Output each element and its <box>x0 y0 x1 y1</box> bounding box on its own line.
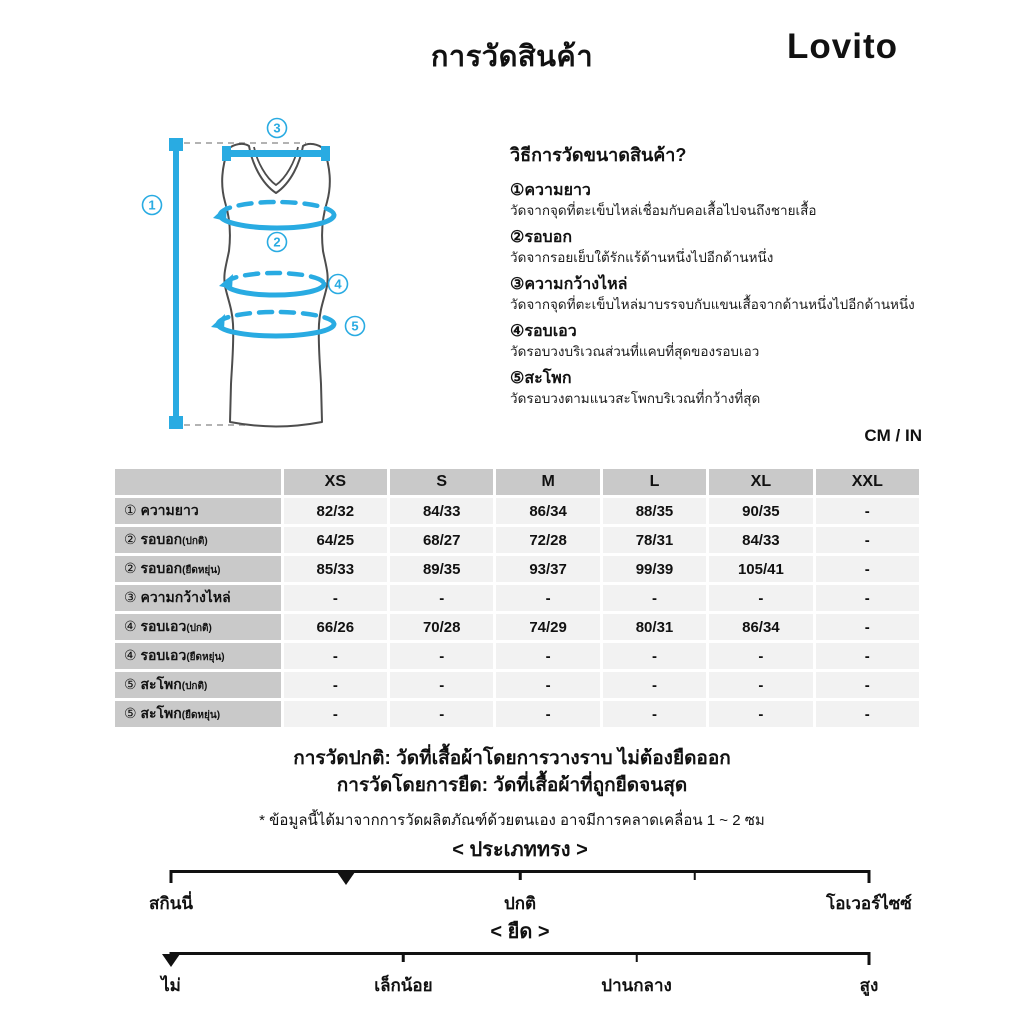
measurement-value-cell: 88/35 <box>603 498 706 524</box>
guide-item-heading: ②รอบอก <box>510 229 572 246</box>
measurement-value-cell: - <box>816 527 919 553</box>
measurement-value-cell: - <box>603 672 706 698</box>
measurement-value-cell: - <box>603 643 706 669</box>
measurement-row-label: ② รอบอก(ยืดหยุ่น) <box>115 556 281 582</box>
scale-tick <box>402 952 405 962</box>
badge-1-icon <box>143 196 162 215</box>
size-column-header: L <box>603 469 706 495</box>
measurement-value-cell: 90/35 <box>709 498 812 524</box>
row-number-icon: ⑤ <box>124 705 137 721</box>
dress-outline <box>222 144 330 427</box>
fit-type-scale <box>149 833 912 914</box>
guide-item-heading: ⑤สะโพก <box>510 370 572 387</box>
measurement-value-cell: 86/34 <box>496 498 599 524</box>
measurement-value-cell: - <box>284 643 387 669</box>
measurement-value-cell: - <box>496 585 599 611</box>
measurement-value-cell: - <box>709 643 812 669</box>
note-disclaimer: * ข้อมูลนี้ได้มาจากการวัดผลิตภัณฑ์ด้วยตนเอง อาจมีการคลาดเคลื่อน 1 ~ 2 ซม <box>259 812 765 829</box>
measurement-value-cell: 82/32 <box>284 498 387 524</box>
note-stretch-measure: การวัดโดยการยืด: วัดที่เสื้อผ้าที่ถูกยืดจนสุด <box>336 775 688 796</box>
measurement-row-label: ② รอบอก(ปกติ) <box>115 527 281 553</box>
table-row <box>115 672 919 698</box>
row-label-suffix: (ยืดหยุ่น) <box>186 652 225 663</box>
measure-guide <box>510 140 928 408</box>
row-number-icon: ④ <box>124 618 137 634</box>
measurement-row-label: ① ความยาว <box>115 498 281 524</box>
badge-2-label: 2 <box>273 234 281 250</box>
measurement-row-label: ④ รอบเอว(ยืดหยุ่น) <box>115 643 281 669</box>
measurement-value-cell: 86/34 <box>709 614 812 640</box>
measurement-value-cell: - <box>390 585 493 611</box>
guide-item-desc: วัดรอบวงบริเวณส่วนที่แคบที่สุดของรอบเอว <box>510 344 760 359</box>
size-column-header: XXL <box>816 469 919 495</box>
measurement-value-cell: 72/28 <box>496 527 599 553</box>
table-row <box>115 585 919 611</box>
measurement-value-cell: - <box>390 643 493 669</box>
measurement-value-cell: 105/41 <box>709 556 812 582</box>
row-number-icon: ② <box>124 531 137 547</box>
measurement-value-cell: - <box>816 643 919 669</box>
size-column-header: M <box>496 469 599 495</box>
measurement-value-cell: - <box>496 701 599 727</box>
measurement-value-cell: 80/31 <box>603 614 706 640</box>
measurement-value-cell: 99/39 <box>603 556 706 582</box>
measurement-value-cell: - <box>709 672 812 698</box>
table-row <box>115 701 919 727</box>
table-row <box>115 556 919 582</box>
measurement-value-cell: 66/26 <box>284 614 387 640</box>
units-label: CM / IN <box>864 426 922 445</box>
measurement-value-cell: - <box>709 701 812 727</box>
measurement-row-label: ⑤ สะโพก(ยืดหยุ่น) <box>115 701 281 727</box>
measurement-value-cell: - <box>603 585 706 611</box>
measurement-row-label: ⑤ สะโพก(ปกติ) <box>115 672 281 698</box>
scale-marker-icon <box>162 954 180 967</box>
size-column-header: S <box>390 469 493 495</box>
row-label-suffix: (ปกติ) <box>181 681 208 692</box>
row-label-suffix: (ยืดหยุ่น) <box>182 565 221 576</box>
scale-label: ปานกลาง <box>601 976 672 995</box>
guide-item-heading: ④รอบเอว <box>510 323 577 340</box>
measure-notes <box>0 745 1024 832</box>
badge-5-icon <box>346 317 365 336</box>
measurement-value-cell: - <box>816 556 919 582</box>
guide-item-heading: ①ความยาว <box>510 182 591 199</box>
table-corner-cell <box>115 469 281 495</box>
measurement-value-cell: - <box>496 672 599 698</box>
fit-type-scale-labels <box>149 890 912 914</box>
stretch-scale <box>150 915 890 996</box>
scale-tick <box>635 952 638 962</box>
scale-tick <box>868 870 871 883</box>
scale-tick <box>868 952 871 965</box>
row-label-suffix: (ยืดหยุ่น) <box>181 710 221 721</box>
badge-3-icon <box>268 119 287 138</box>
length-measure-bar <box>169 138 183 429</box>
guide-title: วิธีการวัดขนาดสินค้า? <box>510 145 687 165</box>
scale-marker-icon <box>337 872 355 885</box>
row-number-icon: ② <box>124 560 137 576</box>
scale-label: ไม่ <box>161 976 181 995</box>
guide-item-desc: วัดจากจุดที่ตะเข็บไหล่เชื่อมกับคอเสื้อไปจนถึงชายเสื้อ <box>510 203 817 218</box>
measurement-value-cell: - <box>603 701 706 727</box>
measurement-value-cell: - <box>496 643 599 669</box>
measurement-value-cell: - <box>390 672 493 698</box>
badge-5-label: 5 <box>351 318 359 334</box>
row-label-suffix: (ปกติ) <box>186 623 212 634</box>
measurement-value-cell: - <box>284 585 387 611</box>
scale-line <box>171 952 869 955</box>
fit-type-scale-ruler <box>171 870 869 886</box>
guide-item-desc: วัดจากจุดที่ตะเข็บไหล่มาบรรจบกับแขนเสื้อจากด้านหนึ่งไปอีกด้านหนึ่ง <box>510 297 915 312</box>
guide-item-heading: ③ความกว้างไหล่ <box>510 276 628 293</box>
row-number-icon: ⑤ <box>124 676 137 692</box>
guide-items <box>510 180 928 408</box>
fit-type-scale-title: < ประเภททรง > <box>452 839 588 861</box>
measurement-value-cell: - <box>816 585 919 611</box>
badge-1-label: 1 <box>148 197 156 213</box>
measurement-value-cell: 70/28 <box>390 614 493 640</box>
measurement-value-cell: - <box>284 701 387 727</box>
measurement-value-cell: 68/27 <box>390 527 493 553</box>
table-row <box>115 498 919 524</box>
measurement-value-cell: 74/29 <box>496 614 599 640</box>
measurement-value-cell: - <box>709 585 812 611</box>
measurement-value-cell: - <box>816 701 919 727</box>
measurement-value-cell: 84/33 <box>709 527 812 553</box>
row-label-suffix: (ปกติ) <box>182 536 208 547</box>
stretch-scale-title: < ยืด > <box>490 921 550 943</box>
scale-label: สูง <box>859 976 879 995</box>
badge-4-label: 4 <box>334 276 342 292</box>
scale-tick <box>170 870 173 883</box>
measurement-value-cell: - <box>816 498 919 524</box>
measurement-value-cell: 89/35 <box>390 556 493 582</box>
size-column-header: XL <box>709 469 812 495</box>
size-table <box>112 466 922 730</box>
table-row <box>115 614 919 640</box>
measurement-value-cell: - <box>816 672 919 698</box>
measurement-row-label: ③ ความกว้างไหล่ <box>115 585 281 611</box>
scale-label: สกินนี่ <box>149 894 193 913</box>
row-number-icon: ① <box>124 502 137 518</box>
stretch-scale-ruler <box>171 952 869 968</box>
dress-measurement-diagram-icon <box>130 105 420 450</box>
measurement-value-cell: 64/25 <box>284 527 387 553</box>
note-flat-measure: การวัดปกติ: วัดที่เสื้อผ้าโดยการวางราบ ไม่ต้องยืดออก <box>293 748 731 769</box>
measurement-row-label: ④ รอบเอว(ปกติ) <box>115 614 281 640</box>
scale-tick <box>693 870 696 880</box>
measurement-value-cell: 93/37 <box>496 556 599 582</box>
measurement-value-cell: - <box>284 672 387 698</box>
scale-label: โอเวอร์ไซซ์ <box>826 894 912 913</box>
row-number-icon: ④ <box>124 647 137 663</box>
badge-4-icon <box>329 275 348 294</box>
table-row <box>115 643 919 669</box>
lovito-logo: Lovito <box>787 27 898 66</box>
page-title: การวัดสินค้า <box>430 41 594 73</box>
stretch-scale-labels <box>161 972 879 996</box>
badge-2-icon <box>268 233 287 252</box>
badge-3-label: 3 <box>273 120 281 136</box>
measurement-value-cell: 78/31 <box>603 527 706 553</box>
scale-label: เล็กน้อย <box>374 976 433 995</box>
guide-item-desc: วัดจากรอยเย็บใต้รักแร้ด้านหนึ่งไปอีกด้านหนึ่ง <box>510 250 774 265</box>
measurement-value-cell: - <box>816 614 919 640</box>
table-row <box>115 527 919 553</box>
measurement-value-cell: 84/33 <box>390 498 493 524</box>
measurement-value-cell: 85/33 <box>284 556 387 582</box>
size-column-header: XS <box>284 469 387 495</box>
scale-tick <box>519 870 522 880</box>
guide-item-desc: วัดรอบวงตามแนวสะโพกบริเวณที่กว้างที่สุด <box>510 391 761 406</box>
scale-label: ปกติ <box>503 894 537 913</box>
row-number-icon: ③ <box>124 589 137 605</box>
measurement-value-cell: - <box>390 701 493 727</box>
